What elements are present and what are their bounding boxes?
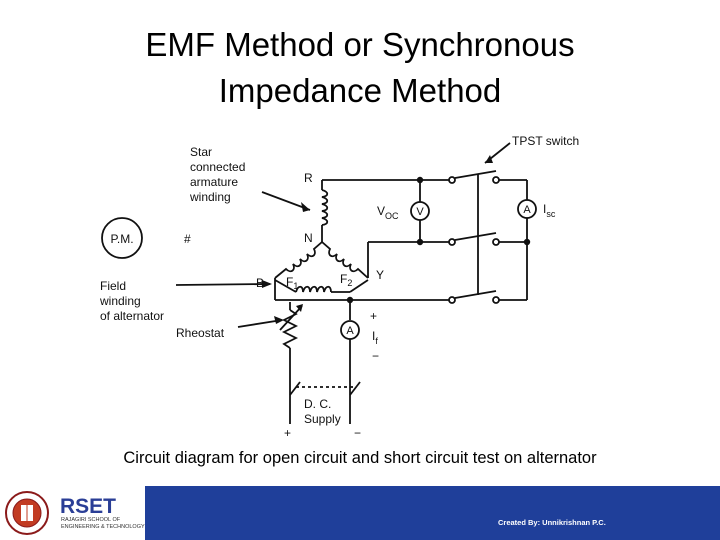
label-b: B (256, 276, 265, 290)
org-subtitle-2: ENGINEERING & TECHNOLOGY (61, 524, 145, 530)
label-dc-1: D. C. (304, 397, 332, 411)
title-line-1: EMF Method or Synchronous (145, 26, 575, 63)
label-dc-minus: − (354, 426, 362, 440)
logo-area (0, 486, 145, 540)
label-r: R (304, 171, 313, 185)
label-star-4: winding (190, 190, 231, 204)
label-dc-2: Supply (304, 412, 341, 426)
label-isc: $I_{sc}$ (543, 202, 556, 219)
label-y: Y (376, 268, 385, 282)
label-field-2: winding (100, 294, 141, 308)
label-f2: $F_2$ (340, 272, 353, 288)
label-field-3: of alternator (100, 309, 165, 323)
label-f1: $F_1$ (286, 275, 299, 291)
org-subtitle-1: RAJAGIRI SCHOOL OF (61, 517, 121, 523)
author-credit: Created By: Unnikrishnan P.C. (498, 518, 606, 527)
voltmeter-letter: V (416, 206, 424, 218)
label-if-minus: − (372, 349, 380, 363)
label-pm: P.M. (110, 232, 134, 246)
ammeter-field-letter: A (346, 325, 354, 337)
label-n: N (304, 231, 313, 245)
ammeter-sc-letter: A (523, 204, 531, 216)
footer-bar (0, 486, 720, 540)
label-dc-plus: + (284, 426, 292, 440)
rset-seal-icon (4, 490, 50, 536)
label-hash: # (184, 232, 191, 246)
diagram-caption: Circuit diagram for open circuit and short circuit test on alternator (123, 449, 597, 467)
label-voc: $V_{OC}$ (377, 204, 399, 221)
label-rheostat: Rheostat (176, 326, 225, 340)
label-star-3: armature (190, 175, 239, 189)
label-star-2: connected (190, 160, 246, 174)
label-field-1: Field (100, 279, 127, 293)
title-line-2: Impedance Method (218, 72, 502, 109)
label-if-plus: + (370, 309, 378, 323)
org-name: RSET (60, 495, 117, 518)
label-star-1: Star (190, 145, 213, 159)
label-tpst-switch: TPST switch (512, 134, 580, 148)
label-if: $I_f$ (372, 329, 378, 346)
